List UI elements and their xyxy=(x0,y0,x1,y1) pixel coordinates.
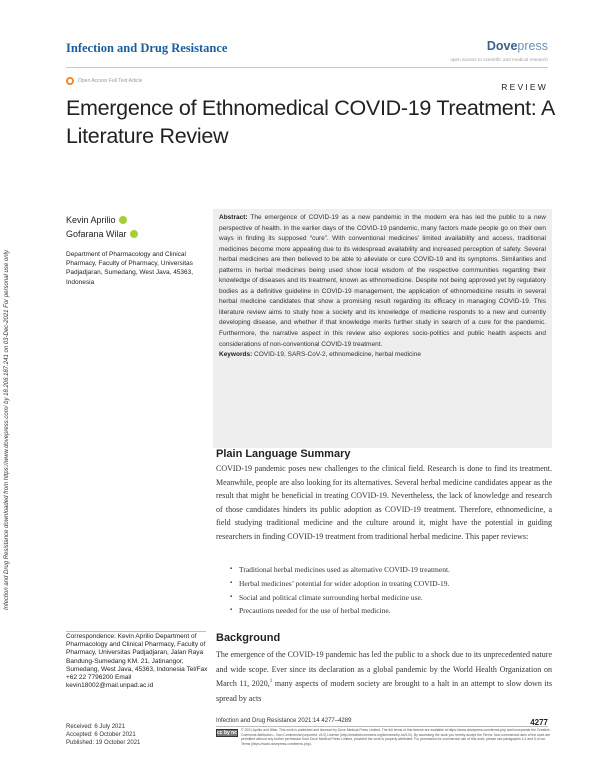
author-name: Kevin Aprilio xyxy=(66,215,116,225)
correspondence-divider xyxy=(66,631,206,632)
published-date: Published: 19 October 2021 xyxy=(66,740,141,746)
bullet-item: ▪ Social and political climate surrounding herbal medicine use. xyxy=(230,591,552,605)
publisher-brand-suffix: press xyxy=(517,39,548,53)
footer-divider xyxy=(216,726,548,727)
abstract-box xyxy=(213,209,552,448)
open-access-icon xyxy=(66,77,74,85)
author[interactable] xyxy=(66,227,138,241)
open-access-label: Open Access Full Text Article xyxy=(78,78,143,84)
background-heading: Background xyxy=(216,632,281,644)
bullet-item: ▪ Traditional herbal medicines used as alternative COVID-19 treatment. xyxy=(230,563,552,577)
background-text xyxy=(216,648,552,706)
plain-language-text: COVID-19 pandemic poses new challenges to the clinical field. Research is done to find its treatment. Meanwhile, people are also looking for its alternatives. Several herbal medicine candidates appear as the result that might be beneficial in treating COVID-19. Nevertheless, the lack of knowledge and research of those candidates hinders its public adoption as COVID-19 treatment. Therefore, ethnomedicine, a field studying traditional medicine and the culture around it, might have the potential in guiding researchers in finding COVID-19 treatment from traditional herbal medicine. This paper reviews: xyxy=(216,464,552,541)
bullet-item: ▪ Precautions needed for the use of herbal medicine. xyxy=(230,604,552,618)
author-name: Gofarana Wilar xyxy=(66,229,127,239)
orcid-icon[interactable] xyxy=(119,216,127,224)
background-text-part: many aspects of modern society are brought to a halt in an attempt to slow down its spread by acts xyxy=(216,679,552,703)
page-number: 4277 xyxy=(530,718,548,727)
article-title: Emergence of Ethnomedical COVID-19 Treatment: A Literature Review xyxy=(66,96,554,148)
author[interactable] xyxy=(66,213,138,227)
bullet-item: ▪ Herbal medicines’ potential for wider adoption in treating COVID-19. xyxy=(230,577,552,591)
keywords-text: COVID-19, SARS-CoV-2, ethnomedicine, herbal medicine xyxy=(254,351,421,359)
abstract xyxy=(219,213,546,350)
plain-language-bullets xyxy=(230,563,552,618)
license-text: © 2021 Aprilio and Wilar. This work is published and licensed by Dove Medical Press Limited. The full terms of this license are available at https://www.dovepress.com/terms.php and incorporate the Creative Commons Attribution – Non Commercial (unported, v3.0) License (http://creativecommons.org/licenses/by-nc/3.0/). By accessing the work you hereby accept the Terms. Non-commercial uses of the work are permitted without any further permission from Dove Medical Press Limited, provided the work is properly attributed. For permission for commercial use of this work, please see paragraphs 4.2 and 5 of our Terms (https://www.dovepress.com/terms.php). xyxy=(241,728,551,746)
accepted-date: Accepted: 6 October 2021 xyxy=(66,732,136,738)
citation-ref[interactable]: 1 xyxy=(269,679,273,685)
open-access-badge xyxy=(66,77,142,85)
received-date: Received: 6 July 2021 xyxy=(66,724,126,730)
orcid-icon[interactable] xyxy=(130,230,138,238)
abstract-text: The emergence of COVID-19 as a new pandemic in the modern era has led the public to a new perspective of health. In the earlier days of the COVID-19 pandemic, many factors made people go on their own ways in finding its supposed “cure”. With conventional medicines’ limited availability and access, traditional medicines become more appealing due to its widespread availability and increased perception of safety. Several herbal medicines are then believed to be able to alleviate or cure COVID-19 and its symptoms. Similarities and patterns in herbal medicines being used show local wisdom of the respective communities regarding their knowledge of diseases and its treatment, known as ethnomedicine. Despite not being approved yet by regulatory bodies as a definitive guideline in COVID-19 management, the application of ethnomedicine results in several herbal medicine candidates that show a promising result regarding its efficacy in managing COVID-19. This literature review aims to study how a society and its knowledge of medicine responds to a new and currently developing disease, and whether if that knowledge merits further study in search of a cure for the pandemic. Furthermore, the narrative aspect in this review also explores socio-politics and public health aspects and considerations of non-conventional COVID-19 treatment. xyxy=(219,214,546,348)
article-dates xyxy=(66,723,140,747)
footer-citation: Infection and Drug Resistance 2021:14 4277–4289 xyxy=(216,718,352,724)
cc-license-icon[interactable]: cc by nc xyxy=(217,730,238,736)
keywords xyxy=(219,350,546,361)
abstract-label: Abstract: xyxy=(219,214,248,221)
plain-language-heading: Plain Language Summary xyxy=(216,448,351,460)
article-type: REVIEW xyxy=(501,82,548,92)
author-list xyxy=(66,213,138,241)
journal-name: Infection and Drug Resistance xyxy=(66,41,228,55)
header-divider xyxy=(66,67,548,68)
publisher-brand: Dove xyxy=(486,39,518,53)
publisher-logo xyxy=(487,39,548,53)
affiliation: Department of Pharmacology and Clinical Pharmacy, Faculty of Pharmacy, Universitas Padjadjaran, Sumedang, West Java, 45363, Indonesia xyxy=(66,251,194,286)
publisher-tagline: open access to scientific and medical research xyxy=(450,57,548,62)
correspondence: Correspondence: Kevin Aprilio Department of Pharmacology and Clinical Pharmacy, Faculty of Pharmacy, Universitas Padjadjaran, Jalan Raya Bandung-Sumedang KM. 21, Jatinangor, Sumedang, West Java, 45363, Indonesia Tel/Fax +62 22 7796200 Email kevin18002@mail.unpad.ac.id xyxy=(66,633,208,690)
download-sidebar-text: Infection and Drug Resistance downloaded from https://www.dovepress.com/ by 18.206.187.241 on 03-Dec-2021 For personal use only. xyxy=(4,248,10,610)
download-sidebar xyxy=(2,140,44,610)
background-text-part: The emergence of the COVID-19 pandemic has led the public to a shock due to its unprecedented nature and wide scope. Ever since its declaration as a global pandemic by the World Health Organization on March 11, 2020, xyxy=(216,650,552,689)
keywords-label: Keywords: xyxy=(219,351,253,359)
